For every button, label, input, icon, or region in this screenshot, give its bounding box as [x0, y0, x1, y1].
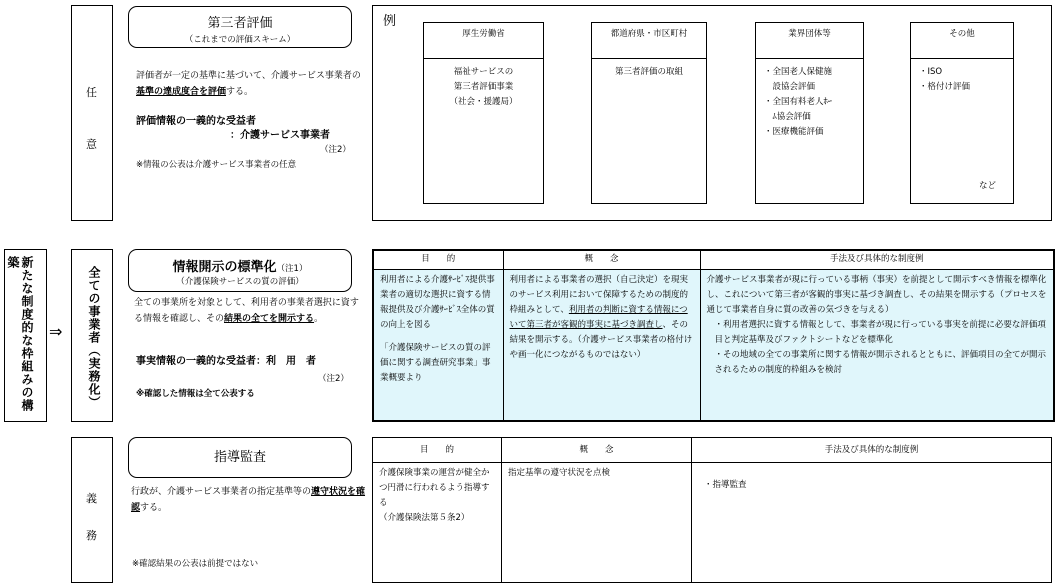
example-line: ﾑ協会評価	[764, 112, 811, 122]
row1-category-char-1: 任	[86, 86, 97, 99]
header-method: 手法及び具体的な制度例	[692, 438, 1052, 463]
row2-desc-emphasis: 結果の全てを開示する	[224, 314, 315, 324]
row2-user-line: 事実情報の一義的な受益者：利 用 者	[136, 356, 316, 367]
row3-category-char-2: 務	[86, 529, 97, 542]
concept-emphasis: 利用者の判断に資する情報について第三者が客観的事実に基づき調査し	[509, 304, 688, 330]
arrow-icon: ⇒	[49, 322, 63, 341]
method-bullet: ・その地域の全ての事業所に関する情報が開示されるとともに、評価項目の全てが開示されるための制度的枠組みを検討	[714, 349, 1047, 375]
method-bullet: ・利用者選択に資する情報として、事業者が現に行っている事実を前提に必要な評価項目と判定基準及びファクトシートなどを標準化	[714, 319, 1046, 345]
header-concept: 概 念	[502, 438, 692, 463]
table-header-row	[373, 438, 1052, 463]
row2-title-box	[128, 249, 352, 292]
example-col-header: その他	[911, 23, 1013, 59]
cell-purpose	[373, 463, 502, 583]
row1-category-char-2: 意	[86, 138, 97, 151]
example-col-prefecture	[591, 22, 707, 204]
row3-desc-text: 行政が、介護サービス事業者の指定基準等の	[131, 487, 312, 497]
example-line: 福祉サービスの	[453, 67, 514, 77]
row2-title: 情報開示の標準化	[172, 260, 277, 275]
row1-desc-emphasis: 基準の達成度合を評価	[136, 87, 227, 97]
side-label-box	[4, 249, 47, 422]
row1-subtitle: （これまでの評価スキーム）	[184, 35, 296, 45]
side-label: 新たな制度的な枠組みの構築	[6, 256, 34, 412]
method-text: 介護サービス事業者が現に行っている事柄（事実）を前提として開示すべき情報を標準化し、これについて第三者が客観的事実に基づき調査し、その結果を開示する（プロセスを通じて事業者自身に質の改善の気づきを与える）	[706, 274, 1047, 315]
row2-desc-text: 全ての事業所を対象として、利用者の事業者選択に資する情報を確認し、その	[134, 298, 359, 324]
row3-table	[372, 437, 1052, 583]
row1-desc-tail: する。	[226, 87, 254, 97]
row2-table	[372, 249, 1055, 422]
example-line: 設協会評価	[764, 82, 816, 92]
row1-footnote: ※情報の公表は介護サービス事業者の任意	[136, 160, 297, 170]
example-col-other	[910, 22, 1014, 204]
row3-description	[131, 484, 366, 516]
row1-category-box	[71, 5, 113, 221]
row2-description	[134, 295, 366, 327]
row3-category-box	[71, 437, 113, 583]
example-line: 第三者評価の取組	[614, 67, 683, 77]
example-line: ・全国有料老人ﾎｰ	[764, 97, 833, 107]
row1-user-line1: 評価情報の一義的な受益者	[136, 116, 256, 127]
cell-purpose	[373, 269, 503, 421]
table-header-row	[373, 250, 1054, 269]
example-line: ・全国老人保健施	[764, 67, 833, 77]
concept-tail: 、その結果を開示する。（介護サービス事業者の格付けや画一化につながるものではない）	[509, 319, 693, 360]
example-col-industry	[755, 22, 864, 204]
purpose-text: 利用者による介護ｻｰﾋﾞｽ提供事業者の適切な選択に資する情報提供及び介護ｻｰﾋﾞｽ全体の質の向上を図る	[380, 274, 495, 330]
row1-desc-text: 評価者が一定の基準に基づいて、介護サービス事業者の	[136, 71, 361, 81]
row2-desc-tail: 。	[314, 314, 324, 324]
example-col-header: 都道府県・市区町村	[592, 23, 706, 59]
row3-category-char-1: 義	[86, 492, 97, 505]
header-purpose: 目 的	[373, 438, 502, 463]
example-etc: など	[979, 181, 997, 191]
row2-title-note: （注1）	[276, 264, 308, 274]
header-concept: 概 念	[503, 250, 700, 269]
row1-title: 第三者評価	[207, 16, 273, 31]
row3-desc-emphasis: 遵守状況を確認	[131, 487, 366, 513]
table-row	[373, 269, 1054, 421]
example-col-mhlw	[423, 22, 544, 204]
example-col-header: 厚生労働省	[424, 23, 543, 59]
row1-title-box	[128, 6, 352, 48]
header-method: 手法及び具体的な制度例	[700, 250, 1054, 269]
cell-method	[692, 463, 1052, 583]
concept-text: 利用者による事業者の選択（自己決定）を現実のサービス利用において保障するための制度的枠組みとして、	[509, 274, 689, 315]
table-row	[373, 463, 1052, 583]
example-line: （社会・援護局）	[449, 97, 518, 107]
method-bullet: ・指導監査	[704, 480, 747, 490]
row2-note: （注2）	[318, 374, 349, 384]
row2-subtitle: （介護保険サービスの質の評価）	[176, 277, 304, 287]
example-line: 第三者評価事業	[453, 82, 514, 92]
cell-concept: 指定基準の遵守状況を点検	[502, 463, 692, 583]
row2-category: 全ての事業者（実務化）	[87, 266, 101, 409]
example-line: ・ISO	[919, 67, 943, 77]
example-label: 例	[383, 14, 397, 29]
row1-user-line2: ：介護サービス事業者	[230, 130, 330, 141]
purpose-ref: （介護保険法第５条2）	[379, 513, 470, 523]
row3-title-box	[128, 437, 352, 478]
cell-concept	[503, 269, 700, 421]
row3-title: 指導監査	[213, 450, 266, 465]
cell-method	[700, 269, 1054, 421]
purpose-text: 介護保険事業の運営が健全かつ円滑に行われるよう指導する	[379, 468, 490, 508]
header-purpose: 目 的	[373, 250, 503, 269]
row2-footnote: ※確認した情報は全て公表する	[136, 389, 255, 399]
row2-category-box	[71, 249, 113, 422]
example-line: ・格付け評価	[919, 82, 971, 92]
row1-note: （注2）	[320, 145, 351, 155]
purpose-ref: 「介護保険サービスの質の評価に関する調査研究事業」事業概要より	[380, 342, 491, 383]
row3-desc-tail: する。	[140, 503, 168, 513]
example-col-header: 業界団体等	[756, 23, 863, 59]
example-line: ・医療機能評価	[764, 127, 824, 137]
row1-description	[136, 68, 366, 100]
row3-footnote: ※確認結果の公表は前提ではない	[132, 559, 259, 569]
